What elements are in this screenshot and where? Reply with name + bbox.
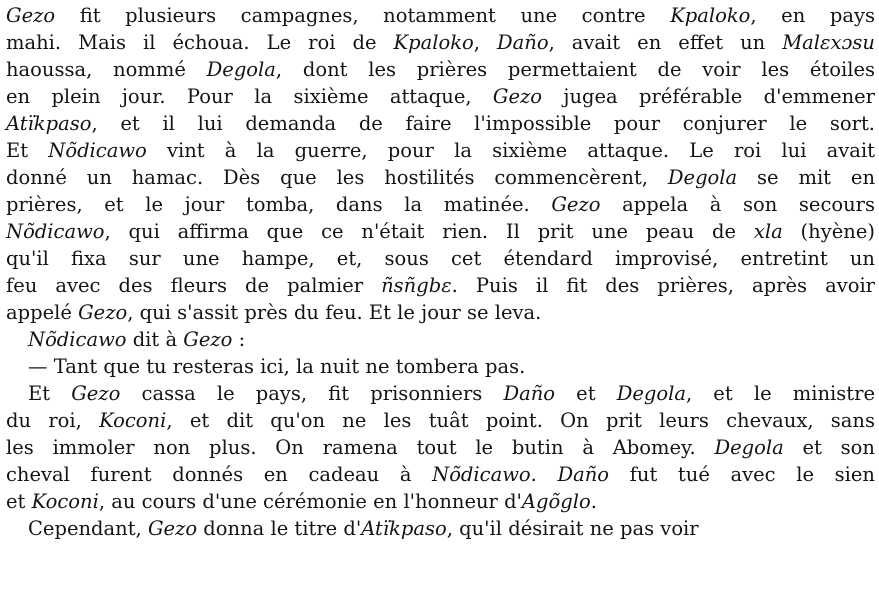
text-run: , qu'il désirait ne pas voir [446, 517, 699, 540]
text-run: . [590, 490, 597, 513]
italic-term: Nõdicawo [6, 220, 105, 243]
italic-term: Atïkpaso [361, 517, 447, 540]
italic-term: Atïkpaso [6, 112, 92, 135]
italic-term: Gezo [147, 517, 198, 540]
text-line [0, 137, 879, 164]
italic-term: xla [753, 220, 783, 243]
text-line [0, 272, 879, 299]
text-line [0, 2, 879, 29]
text-line [0, 488, 879, 515]
text-line [0, 56, 879, 83]
italic-term: Koconi [31, 490, 99, 513]
text-line [0, 515, 879, 542]
text-line [0, 191, 879, 218]
text-run: cheval furent donnés en cadeau à [6, 463, 433, 486]
text-run: fit plusieurs campagnes, notamment une contre [55, 4, 671, 27]
text-run: jugea préférable d'emmener [542, 85, 875, 108]
text-run: les immoler non plus. On ramena tout le butin à Abomey. [6, 436, 715, 459]
italic-term: Gezo [183, 328, 233, 351]
text-line [0, 407, 879, 434]
italic-term: Nõdicawo [48, 139, 147, 162]
text-run: et son [783, 436, 875, 459]
text-run: cassa le pays, fit prisonniers [120, 382, 504, 405]
italic-term: Gezo [551, 193, 601, 216]
italic-term: ñsñgbɛ [381, 274, 452, 297]
text-run: donné un hamac. Dès que les hostilités commencèrent, [6, 166, 668, 189]
text-line [0, 380, 879, 407]
text-run: en plein jour. Pour la sixième attaque, [6, 85, 493, 108]
italic-term: Degola [206, 58, 276, 81]
text-run: . [530, 463, 558, 486]
italic-term: Daño [557, 463, 610, 486]
text-line [0, 434, 879, 461]
text-line [0, 461, 879, 488]
text-run: , [473, 31, 497, 54]
italic-term: Kpaloko [670, 4, 751, 27]
text-run: , et le ministre [685, 382, 875, 405]
text-run: Et [6, 139, 49, 162]
italic-term: Degola [616, 382, 686, 405]
italic-term: Gezo [78, 301, 128, 324]
text-run: fut tué avec le sien [609, 463, 875, 486]
italic-term: Agõglo [521, 490, 591, 513]
text-run: donna le titre d' [197, 517, 362, 540]
text-run: appela à son secours [600, 193, 875, 216]
text-run: , avait en effet un [548, 31, 783, 54]
text-run: — Tant que tu resteras ici, la nuit ne tombera pas. [28, 355, 526, 378]
text-run: , et dit qu'on ne les tuât point. On prit leurs chevaux, sans [166, 409, 875, 432]
text-run: se mit en [737, 166, 875, 189]
text-run: , qui s'assit près du feu. Et le jour se leva. [127, 301, 542, 324]
italic-term: Gezo [492, 85, 543, 108]
text-run: dit à [126, 328, 184, 351]
text-run: du roi, [6, 409, 100, 432]
text-run: haoussa, nommé [6, 58, 207, 81]
text-run: , en pays [750, 4, 875, 27]
text-run: prières, et le jour tomba, dans la matinée. [6, 193, 552, 216]
text-run: vint à la guerre, pour la sixième attaque. Le roi lui avait [146, 139, 875, 162]
text-run: , au cours d'une cérémonie en l'honneur d' [98, 490, 522, 513]
text-run: (hyène) [782, 220, 875, 243]
italic-term: Nõdicawo [432, 463, 531, 486]
text-line [0, 299, 879, 326]
text-run: , et il lui demanda de faire l'impossible pour conjurer le sort. [91, 112, 875, 135]
text-line [0, 326, 879, 353]
italic-term: Daño [497, 31, 549, 54]
text-run: feu avec des fleurs de palmier [6, 274, 382, 297]
text-line [0, 245, 879, 272]
italic-term: Koconi [99, 409, 167, 432]
text-run: et [555, 382, 617, 405]
text-run: : [232, 328, 246, 351]
text-line [0, 29, 879, 56]
text-run: qu'il fixa sur une hampe, et, sous cet étendard improvisé, entretint un [6, 247, 875, 270]
italic-term: Gezo [71, 382, 121, 405]
italic-term: Daño [503, 382, 555, 405]
text-run: Cependant, [28, 517, 148, 540]
italic-term: Kpaloko [393, 31, 474, 54]
italic-term: Gezo [6, 4, 56, 27]
italic-term: Degola [667, 166, 738, 189]
italic-term: Malɛxɔsu [782, 31, 875, 54]
text-run: et [6, 490, 32, 513]
text-line [0, 218, 879, 245]
italic-term: Degola [714, 436, 784, 459]
text-line [0, 164, 879, 191]
text-run: Et [28, 382, 72, 405]
text-line [0, 83, 879, 110]
text-run: appelé [6, 301, 79, 324]
text-run: mahi. Mais il échoua. Le roi de [6, 31, 394, 54]
italic-term: Nõdicawo [28, 328, 127, 351]
text-line [0, 110, 879, 137]
text-run: , dont les prières permettaient de voir les étoiles [275, 58, 875, 81]
text-run: , qui affirma que ce n'était rien. Il prit une peau de [104, 220, 754, 243]
text-run: . Puis il fit des prières, après avoir [451, 274, 876, 297]
text-line [0, 353, 879, 380]
